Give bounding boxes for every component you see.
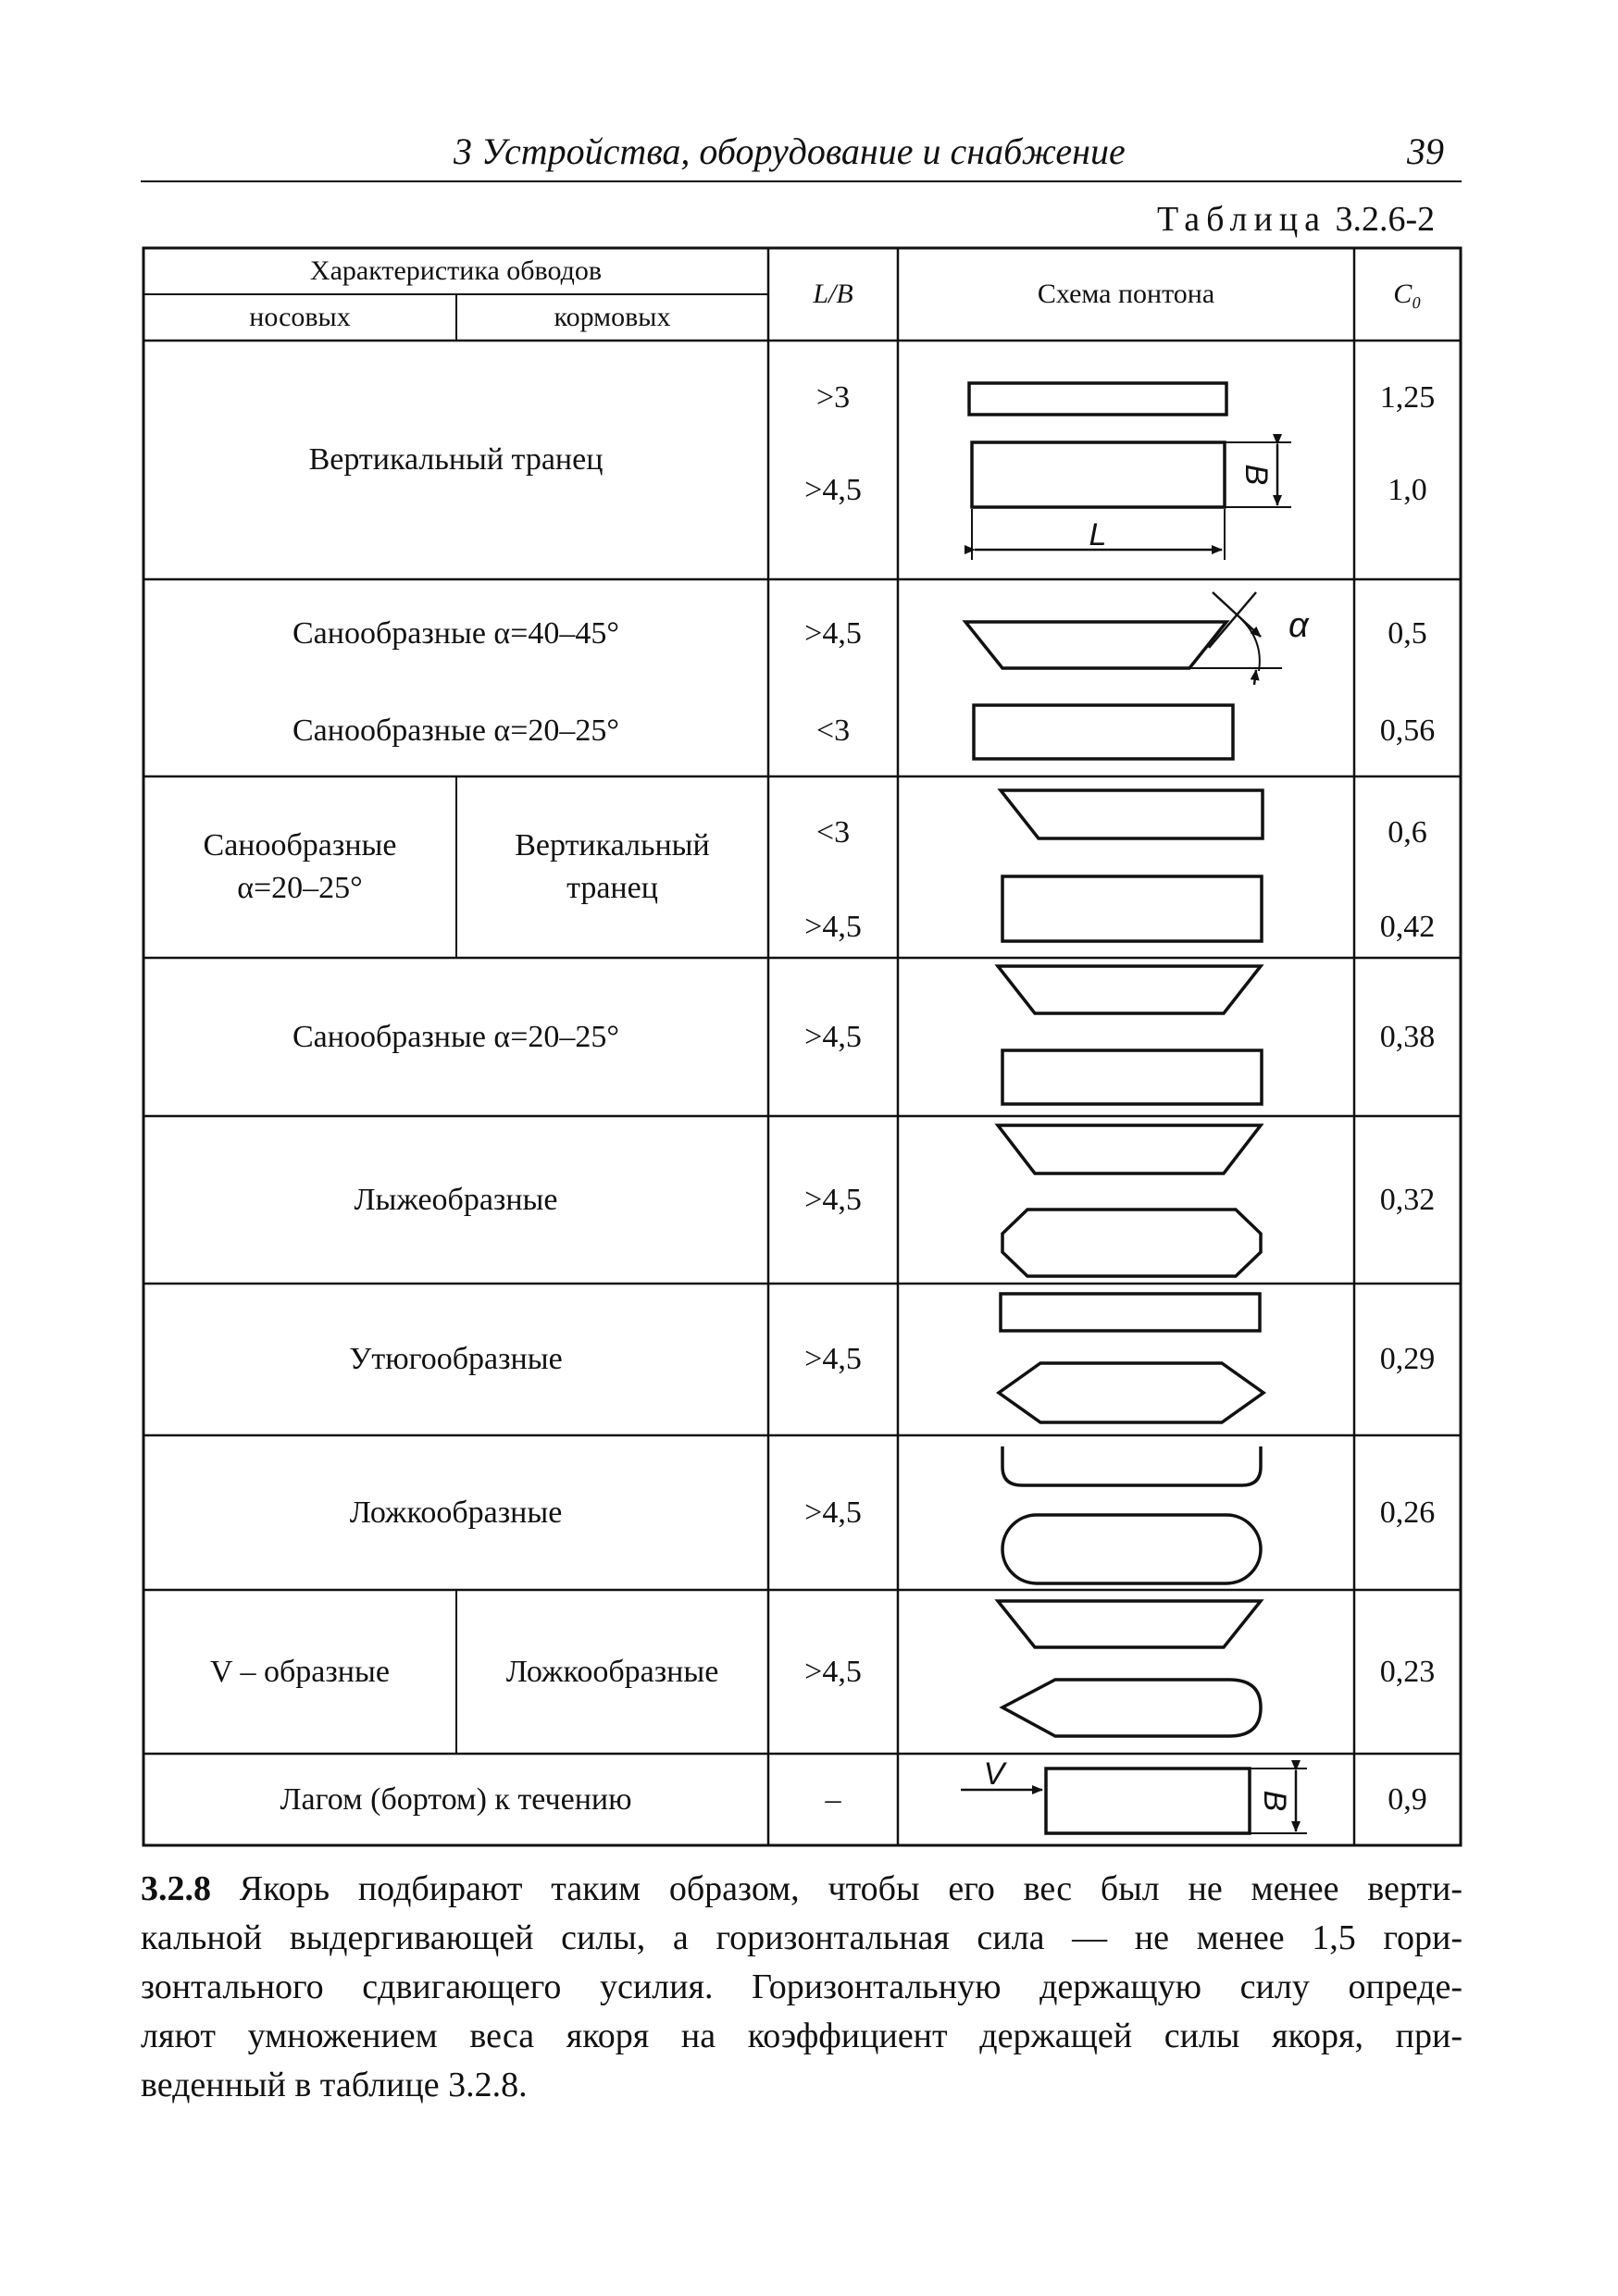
row2-lb-a: >4,5 <box>804 616 862 652</box>
row3-bow: Санообразные α=20–25° <box>203 828 397 905</box>
row4-lb: >4,5 <box>804 1019 862 1054</box>
row6-lb: >4,5 <box>804 1342 862 1377</box>
row1-lb-a: >3 <box>815 380 851 416</box>
pontoon-shape-5a <box>998 1125 1261 1173</box>
pontoon-shape-5b <box>1002 1210 1261 1276</box>
velocity-label-v: V <box>983 1756 1005 1792</box>
header-c0: C₀ <box>1393 278 1422 309</box>
row8-c0: 0,23 <box>1379 1654 1436 1689</box>
row9-c0: 0,9 <box>1388 1781 1427 1817</box>
header-bow: носовых <box>249 301 351 332</box>
pontoon-shape-6a <box>1001 1294 1260 1331</box>
paragraph-line-3: зонтального сдвигающего усилия. Горизонтальную держащую силу опреде- <box>141 1967 1462 2006</box>
paragraph-line-2: кальной выдергивающей силы, а горизонтальная сила — не менее 1,5 гори- <box>141 1918 1462 1957</box>
dim-label-b-2: B <box>1257 1790 1292 1812</box>
pontoon-shape-3a <box>1001 790 1263 838</box>
pontoon-shape-2a <box>965 622 1226 668</box>
header-stern: кормовых <box>554 301 671 332</box>
row9-lb: – <box>825 1781 841 1817</box>
row1-c0-a: 1,25 <box>1379 380 1436 416</box>
row9-characteristic: Лагом (бортом) к течению <box>280 1781 632 1817</box>
pontoon-shape-4a <box>998 966 1261 1013</box>
row3-lb-a: <3 <box>815 815 851 850</box>
paragraph-3-2-8 <box>141 1865 1462 2110</box>
row2-characteristic-a: Санообразные α=40–45° <box>292 616 619 652</box>
table-caption-word: Таблица <box>1157 200 1327 239</box>
row4-c0: 0,38 <box>1379 1019 1436 1054</box>
row1-lb-b: >4,5 <box>804 473 862 508</box>
row7-characteristic: Ложкообразные <box>349 1495 563 1530</box>
pontoon-shape-9 <box>1046 1769 1250 1833</box>
row6-characteristic: Утюгообразные <box>349 1342 563 1377</box>
pontoon-shape-6b <box>999 1363 1263 1422</box>
row7-lb: >4,5 <box>804 1495 862 1530</box>
row5-lb: >4,5 <box>804 1182 862 1217</box>
row3-lb-b: >4,5 <box>804 910 862 945</box>
row2-lb-b: <3 <box>815 714 851 749</box>
paragraph-line-1 <box>141 1865 1462 1914</box>
running-header-title: 3 Устройства, оборудование и снабжение <box>454 130 1126 172</box>
row5-characteristic: Лыжеобразные <box>354 1182 558 1217</box>
pontoon-shape-7a <box>1002 1446 1261 1485</box>
pontoon-shape-1b <box>972 442 1225 507</box>
row8-stern: Ложкообразные <box>505 1654 719 1689</box>
row5-c0: 0,32 <box>1379 1182 1436 1217</box>
pontoon-shape-8b <box>1002 1680 1261 1736</box>
row3-c0-b: 0,42 <box>1379 910 1436 945</box>
pontoon-shape-4b <box>1002 1050 1262 1104</box>
table-caption-number: 3.2.6-2 <box>1335 200 1436 239</box>
row8-lb: >4,5 <box>804 1654 862 1689</box>
row6-c0: 0,29 <box>1379 1342 1436 1377</box>
row8-bow: V – образные <box>210 1654 390 1689</box>
pontoon-shape-2b <box>974 705 1233 759</box>
row7-c0: 0,26 <box>1379 1495 1436 1530</box>
row3-c0-a: 0,6 <box>1388 815 1427 850</box>
header-lb: L/B <box>813 278 853 309</box>
row4-characteristic: Санообразные α=20–25° <box>292 1019 619 1054</box>
row1-characteristic: Вертикальный транец <box>308 442 604 478</box>
row2-c0-b: 0,56 <box>1379 714 1436 749</box>
header-scheme: Схема понтона <box>1037 278 1215 309</box>
paragraph-line-5: веденный в таблице 3.2.8. <box>141 2066 528 2104</box>
dim-label-l: L <box>1089 517 1107 552</box>
angle-label-alpha: α <box>1288 606 1309 645</box>
page-number: 39 <box>1407 130 1444 172</box>
pontoon-shape-8a <box>998 1601 1261 1647</box>
row2-c0-a: 0,5 <box>1388 616 1427 652</box>
paragraph-number: 3.2.8 <box>141 1869 211 1908</box>
row1-c0-b: 1,0 <box>1388 473 1427 508</box>
header-hull-lines: Характеристика обводов <box>309 254 603 286</box>
row3-stern: Вертикальный транец <box>515 828 710 905</box>
row2-characteristic-b: Санообразные α=20–25° <box>292 714 619 749</box>
pontoon-shape-3b <box>1002 876 1262 941</box>
paragraph-line-1-text: Якорь подбирают таким образом, чтобы его вес был не менее верти- <box>211 1869 1462 1908</box>
paragraph-line-4: ляют умножением веса якоря на коэффициент держащей силы якоря, при- <box>141 2017 1462 2055</box>
dim-label-b: B <box>1238 464 1274 486</box>
pontoon-shape-1a <box>969 383 1226 415</box>
pontoon-shape-7b <box>1002 1515 1261 1583</box>
